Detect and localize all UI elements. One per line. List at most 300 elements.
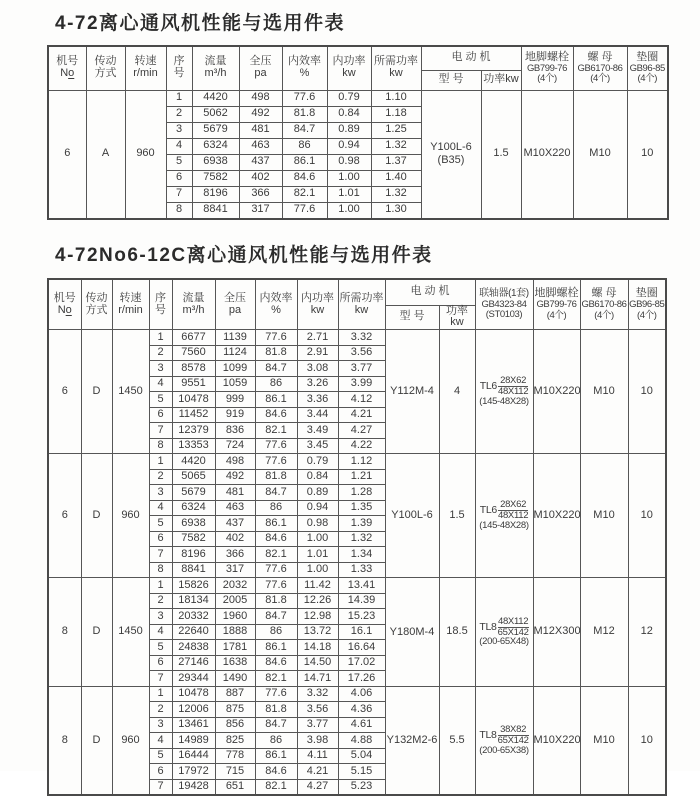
motor-power-cell: 1.5 <box>481 90 521 219</box>
required-power-cell: 5.04 <box>338 748 385 764</box>
flow-cell: 8196 <box>192 186 239 202</box>
table1-header <box>48 46 668 90</box>
seq-cell: 1 <box>166 90 192 106</box>
drive-mode-cell: D <box>81 578 112 687</box>
required-power-cell: 3.56 <box>338 345 385 361</box>
pressure-cell: 1960 <box>215 609 255 625</box>
data-row <box>48 454 666 470</box>
seq-cell: 5 <box>149 640 172 656</box>
required-power-cell: 4.61 <box>338 717 385 733</box>
required-power-cell: 17.26 <box>338 671 385 687</box>
col-header-motor-model: 型 号 <box>421 70 481 90</box>
pressure-cell: 1124 <box>215 345 255 361</box>
speed-cell: 960 <box>125 90 166 219</box>
speed-cell: 960 <box>112 454 149 578</box>
efficiency-cell: 82.1 <box>255 779 297 795</box>
flow-cell: 22640 <box>172 624 215 640</box>
washer-cell: 10 <box>628 454 666 578</box>
anchor-bolt-cell: M10X220 <box>533 454 580 578</box>
required-power-cell: 1.40 <box>371 170 421 186</box>
required-power-cell: 1.32 <box>371 138 421 154</box>
inner-power-cell: 11.42 <box>297 578 338 594</box>
nut-cell: M10 <box>580 330 628 454</box>
coupling-cell: TL8 $\frac{38X82}{65X142}$ (200-65X38) <box>475 686 533 795</box>
efficiency-cell: 84.7 <box>255 717 297 733</box>
efficiency-cell: 81.8 <box>255 593 297 609</box>
pressure-cell: 2032 <box>215 578 255 594</box>
col-header-seq: 序 号 <box>149 279 172 330</box>
efficiency-cell: 86.1 <box>255 748 297 764</box>
seq-cell: 6 <box>149 407 172 423</box>
required-power-cell: 3.77 <box>338 361 385 377</box>
flow-cell: 4420 <box>172 454 215 470</box>
pressure-cell: 1059 <box>215 376 255 392</box>
pressure-cell: 836 <box>215 423 255 439</box>
inner-power-cell: 1.01 <box>297 547 338 563</box>
seq-cell: 3 <box>149 485 172 501</box>
seq-cell: 2 <box>166 106 192 122</box>
inner-power-cell: 1.00 <box>327 170 371 186</box>
inner-power-cell: 3.49 <box>297 423 338 439</box>
required-power-cell: 1.37 <box>371 154 421 170</box>
col-header-motor-power: 功率kw <box>481 70 521 90</box>
flow-cell: 18134 <box>172 593 215 609</box>
efficiency-cell: 84.6 <box>255 655 297 671</box>
efficiency-cell: 86.1 <box>255 516 297 532</box>
pressure-cell: 825 <box>215 733 255 749</box>
flow-cell: 6938 <box>192 154 239 170</box>
required-power-cell: 1.10 <box>371 90 421 106</box>
inner-power-cell: 0.98 <box>327 154 371 170</box>
required-power-cell: 4.12 <box>338 392 385 408</box>
efficiency-cell: 77.6 <box>255 438 297 454</box>
flow-cell: 7582 <box>192 170 239 186</box>
seq-cell: 5 <box>149 392 172 408</box>
flow-cell: 13353 <box>172 438 215 454</box>
required-power-cell: 1.30 <box>371 202 421 219</box>
drive-mode-cell: D <box>81 330 112 454</box>
inner-power-cell: 0.94 <box>297 500 338 516</box>
inner-power-cell: 0.84 <box>327 106 371 122</box>
col-header-flow: 流量 m³/h <box>192 46 239 90</box>
inner-power-cell: 0.79 <box>297 454 338 470</box>
inner-power-cell: 12.98 <box>297 609 338 625</box>
efficiency-cell: 77.6 <box>255 562 297 578</box>
seq-cell: 3 <box>166 122 192 138</box>
efficiency-cell: 86 <box>255 500 297 516</box>
seq-cell: 6 <box>149 531 172 547</box>
efficiency-cell: 77.6 <box>282 90 327 106</box>
motor-model-cell: Y180M-4 <box>385 578 439 687</box>
seq-cell: 4 <box>149 624 172 640</box>
col-header-anchor-bolt: 地脚螺栓 GB799-76 (4个) <box>521 46 573 90</box>
efficiency-cell: 86 <box>255 733 297 749</box>
efficiency-cell: 77.6 <box>255 578 297 594</box>
flow-cell: 8578 <box>172 361 215 377</box>
pressure-cell: 778 <box>215 748 255 764</box>
efficiency-cell: 84.6 <box>282 170 327 186</box>
motor-model-cell: Y132M2-6 <box>385 686 439 795</box>
flow-cell: 5679 <box>172 485 215 501</box>
document-title-1: 4-72离心通风机性能与选用件表 <box>55 13 346 34</box>
nut-cell: M10 <box>580 454 628 578</box>
pressure-cell: 875 <box>215 702 255 718</box>
required-power-cell: 1.34 <box>338 547 385 563</box>
pressure-cell: 402 <box>215 531 255 547</box>
flow-cell: 29344 <box>172 671 215 687</box>
pressure-cell: 492 <box>239 106 282 122</box>
pressure-cell: 437 <box>215 516 255 532</box>
pressure-cell: 1099 <box>215 361 255 377</box>
inner-power-cell: 1.00 <box>297 531 338 547</box>
seq-cell: 1 <box>149 578 172 594</box>
flow-cell: 11452 <box>172 407 215 423</box>
data-row <box>48 686 666 702</box>
pressure-cell: 1888 <box>215 624 255 640</box>
inner-power-cell: 14.71 <box>297 671 338 687</box>
pressure-cell: 724 <box>215 438 255 454</box>
required-power-cell: 5.23 <box>338 779 385 795</box>
flow-cell: 10478 <box>172 392 215 408</box>
coupling-cell: TL8 $\frac{48X112}{65X142}$ (200-65X48) <box>475 578 533 687</box>
col-header-seq: 序 号 <box>166 46 192 90</box>
data-row <box>48 90 668 106</box>
efficiency-cell: 81.8 <box>255 702 297 718</box>
efficiency-cell: 86.1 <box>255 392 297 408</box>
pressure-cell: 492 <box>215 469 255 485</box>
efficiency-cell: 84.7 <box>255 361 297 377</box>
efficiency-cell: 82.1 <box>255 671 297 687</box>
coupling-cell: TL6 $\frac{28X62}{48X112}$ (145-48X28) <box>475 330 533 454</box>
pressure-cell: 402 <box>239 170 282 186</box>
inner-power-cell: 1.00 <box>297 562 338 578</box>
seq-cell: 8 <box>149 562 172 578</box>
efficiency-cell: 86 <box>282 138 327 154</box>
nut-cell: M10 <box>573 90 627 219</box>
required-power-cell: 1.32 <box>371 186 421 202</box>
col-header-required-power: 所需功率 kw <box>371 46 421 90</box>
efficiency-cell: 81.8 <box>255 345 297 361</box>
inner-power-cell: 3.36 <box>297 392 338 408</box>
performance-table-1 <box>47 45 669 220</box>
drive-mode-cell: D <box>81 686 112 795</box>
col-header-drive-mode: 传动 方式 <box>81 279 112 330</box>
efficiency-cell: 84.7 <box>282 122 327 138</box>
seq-cell: 1 <box>149 454 172 470</box>
flow-cell: 5062 <box>192 106 239 122</box>
required-power-cell: 5.15 <box>338 764 385 780</box>
washer-cell: 10 <box>628 330 666 454</box>
inner-power-cell: 0.98 <box>297 516 338 532</box>
seq-cell: 7 <box>149 779 172 795</box>
seq-cell: 3 <box>149 609 172 625</box>
inner-power-cell: 4.27 <box>297 779 338 795</box>
pressure-cell: 1139 <box>215 330 255 346</box>
required-power-cell: 1.25 <box>371 122 421 138</box>
flow-cell: 5679 <box>192 122 239 138</box>
inner-power-cell: 4.21 <box>297 764 338 780</box>
col-header-coupling: 联轴器(1套) GB4323-84 (ST0103) <box>475 279 533 330</box>
pressure-cell: 481 <box>215 485 255 501</box>
flow-cell: 16444 <box>172 748 215 764</box>
seq-cell: 4 <box>149 376 172 392</box>
required-power-cell: 3.32 <box>338 330 385 346</box>
col-header-motor-model: 型 号 <box>385 305 439 330</box>
flow-cell: 19428 <box>172 779 215 795</box>
col-header-efficiency: 内效率 % <box>282 46 327 90</box>
inner-power-cell: 1.00 <box>327 202 371 219</box>
efficiency-cell: 77.6 <box>282 202 327 219</box>
efficiency-cell: 86 <box>255 624 297 640</box>
seq-cell: 1 <box>149 330 172 346</box>
seq-cell: 2 <box>149 345 172 361</box>
required-power-cell: 1.28 <box>338 485 385 501</box>
efficiency-cell: 77.6 <box>255 454 297 470</box>
seq-cell: 6 <box>149 655 172 671</box>
nut-cell: M10 <box>580 686 628 795</box>
pressure-cell: 437 <box>239 154 282 170</box>
pressure-cell: 715 <box>215 764 255 780</box>
flow-cell: 7560 <box>172 345 215 361</box>
col-header-speed: 转速 r/min <box>125 46 166 90</box>
washer-cell: 12 <box>628 578 666 687</box>
inner-power-cell: 0.84 <box>297 469 338 485</box>
pressure-cell: 498 <box>239 90 282 106</box>
required-power-cell: 4.36 <box>338 702 385 718</box>
seq-cell: 6 <box>149 764 172 780</box>
seq-cell: 7 <box>149 671 172 687</box>
pressure-cell: 1781 <box>215 640 255 656</box>
pressure-cell: 856 <box>215 717 255 733</box>
motor-power-cell: 18.5 <box>439 578 475 687</box>
pressure-cell: 463 <box>215 500 255 516</box>
efficiency-cell: 84.6 <box>255 764 297 780</box>
machine-no-cell: 8 <box>48 578 81 687</box>
inner-power-cell: 3.32 <box>297 686 338 702</box>
efficiency-cell: 84.7 <box>255 609 297 625</box>
drive-mode-cell: D <box>81 454 112 578</box>
required-power-cell: 1.21 <box>338 469 385 485</box>
seq-cell: 1 <box>149 686 172 702</box>
data-row <box>48 330 666 346</box>
drive-mode-cell: A <box>86 90 125 219</box>
required-power-cell: 4.88 <box>338 733 385 749</box>
pressure-cell: 919 <box>215 407 255 423</box>
flow-cell: 6324 <box>172 500 215 516</box>
table1-body <box>48 90 668 219</box>
required-power-cell: 1.18 <box>371 106 421 122</box>
pressure-cell: 366 <box>239 186 282 202</box>
col-header-anchor-bolt: 地脚螺栓 GB799-76 (4个) <box>533 279 580 330</box>
inner-power-cell: 14.50 <box>297 655 338 671</box>
motor-power-cell: 5.5 <box>439 686 475 795</box>
motor-power-cell: 1.5 <box>439 454 475 578</box>
pressure-cell: 1490 <box>215 671 255 687</box>
inner-power-cell: 2.71 <box>297 330 338 346</box>
seq-cell: 3 <box>149 361 172 377</box>
seq-cell: 3 <box>149 717 172 733</box>
efficiency-cell: 82.1 <box>282 186 327 202</box>
pressure-cell: 651 <box>215 779 255 795</box>
motor-model-cell: Y100L-6 <box>385 454 439 578</box>
inner-power-cell: 0.89 <box>327 122 371 138</box>
inner-power-cell: 3.44 <box>297 407 338 423</box>
inner-power-cell: 0.94 <box>327 138 371 154</box>
speed-cell: 960 <box>112 686 149 795</box>
inner-power-cell: 4.11 <box>297 748 338 764</box>
flow-cell: 15826 <box>172 578 215 594</box>
inner-power-cell: 14.18 <box>297 640 338 656</box>
inner-power-cell: 2.91 <box>297 345 338 361</box>
flow-cell: 27146 <box>172 655 215 671</box>
seq-cell: 4 <box>149 733 172 749</box>
machine-no-cell: 6 <box>48 330 81 454</box>
coupling-cell: TL6 $\frac{28X62}{48X112}$ (145-48X28) <box>475 454 533 578</box>
pressure-cell: 1638 <box>215 655 255 671</box>
washer-cell: 10 <box>627 90 668 219</box>
seq-cell: 7 <box>149 547 172 563</box>
required-power-cell: 4.06 <box>338 686 385 702</box>
flow-cell: 20332 <box>172 609 215 625</box>
seq-cell: 8 <box>149 438 172 454</box>
required-power-cell: 3.99 <box>338 376 385 392</box>
efficiency-cell: 84.6 <box>255 531 297 547</box>
inner-power-cell: 3.45 <box>297 438 338 454</box>
seq-cell: 6 <box>166 170 192 186</box>
speed-cell: 1450 <box>112 330 149 454</box>
col-header-motor: 电 动 机 <box>421 46 521 70</box>
col-header-nut: 螺 母 GB6170-86 (4个) <box>573 46 627 90</box>
col-header-machine-no: 机号 No <box>48 46 86 90</box>
required-power-cell: 16.64 <box>338 640 385 656</box>
seq-cell: 7 <box>166 186 192 202</box>
efficiency-cell: 84.7 <box>255 485 297 501</box>
pressure-cell: 366 <box>215 547 255 563</box>
flow-cell: 6938 <box>172 516 215 532</box>
seq-cell: 2 <box>149 593 172 609</box>
efficiency-cell: 81.8 <box>282 106 327 122</box>
inner-power-cell: 12.26 <box>297 593 338 609</box>
table2-header <box>48 279 666 330</box>
flow-cell: 4420 <box>192 90 239 106</box>
flow-cell: 7582 <box>172 531 215 547</box>
col-header-required-power: 所需功率 kw <box>338 279 385 330</box>
machine-no-cell: 8 <box>48 686 81 795</box>
required-power-cell: 1.39 <box>338 516 385 532</box>
required-power-cell: 17.02 <box>338 655 385 671</box>
flow-cell: 8841 <box>172 562 215 578</box>
nut-cell: M12 <box>580 578 628 687</box>
anchor-bolt-cell: M12X300 <box>533 578 580 687</box>
flow-cell: 14989 <box>172 733 215 749</box>
col-header-machine-no: 机号 No <box>48 279 81 330</box>
motor-model-cell: Y112M-4 <box>385 330 439 454</box>
flow-cell: 9551 <box>172 376 215 392</box>
washer-cell: 10 <box>628 686 666 795</box>
pressure-cell: 317 <box>239 202 282 219</box>
col-header-inner-power: 内功率 kw <box>327 46 371 90</box>
machine-no-cell: 6 <box>48 90 86 219</box>
seq-cell: 4 <box>166 138 192 154</box>
efficiency-cell: 82.1 <box>255 547 297 563</box>
col-header-washer: 垫圈 GB96-85 (4个) <box>628 279 666 330</box>
required-power-cell: 14.39 <box>338 593 385 609</box>
flow-cell: 8196 <box>172 547 215 563</box>
flow-cell: 6677 <box>172 330 215 346</box>
inner-power-cell: 3.26 <box>297 376 338 392</box>
table2-body <box>48 330 666 796</box>
col-header-pressure: 全压 pa <box>215 279 255 330</box>
performance-table-2 <box>47 278 667 796</box>
speed-cell: 1450 <box>112 578 149 687</box>
efficiency-cell: 82.1 <box>255 423 297 439</box>
required-power-cell: 4.27 <box>338 423 385 439</box>
required-power-cell: 1.33 <box>338 562 385 578</box>
required-power-cell: 1.35 <box>338 500 385 516</box>
seq-cell: 5 <box>166 154 192 170</box>
inner-power-cell: 13.72 <box>297 624 338 640</box>
seq-cell: 8 <box>166 202 192 219</box>
flow-cell: 12006 <box>172 702 215 718</box>
col-header-drive-mode: 传动 方式 <box>86 46 125 90</box>
efficiency-cell: 84.6 <box>255 407 297 423</box>
inner-power-cell: 3.08 <box>297 361 338 377</box>
flow-cell: 13461 <box>172 717 215 733</box>
flow-cell: 8841 <box>192 202 239 219</box>
inner-power-cell: 0.89 <box>297 485 338 501</box>
pressure-cell: 317 <box>215 562 255 578</box>
pressure-cell: 2005 <box>215 593 255 609</box>
anchor-bolt-cell: M10X220 <box>533 686 580 795</box>
efficiency-cell: 86.1 <box>255 640 297 656</box>
pressure-cell: 463 <box>239 138 282 154</box>
col-header-motor-power: 功率kw <box>439 305 475 330</box>
efficiency-cell: 77.6 <box>255 330 297 346</box>
anchor-bolt-cell: M10X220 <box>521 90 573 219</box>
seq-cell: 5 <box>149 516 172 532</box>
efficiency-cell: 81.8 <box>255 469 297 485</box>
seq-cell: 2 <box>149 469 172 485</box>
col-header-flow: 流量 m³/h <box>172 279 215 330</box>
seq-cell: 4 <box>149 500 172 516</box>
col-header-speed: 转速 r/min <box>112 279 149 330</box>
seq-cell: 2 <box>149 702 172 718</box>
required-power-cell: 15.23 <box>338 609 385 625</box>
efficiency-cell: 77.6 <box>255 686 297 702</box>
flow-cell: 10478 <box>172 686 215 702</box>
required-power-cell: 16.1 <box>338 624 385 640</box>
required-power-cell: 4.21 <box>338 407 385 423</box>
col-header-nut: 螺 母 GB6170-86 (4个) <box>580 279 628 330</box>
data-row <box>48 578 666 594</box>
required-power-cell: 1.12 <box>338 454 385 470</box>
document-title-2: 4-72No6-12C离心通风机性能与选用件表 <box>55 245 433 266</box>
pressure-cell: 498 <box>215 454 255 470</box>
machine-no-cell: 6 <box>48 454 81 578</box>
pressure-cell: 481 <box>239 122 282 138</box>
col-header-pressure: 全压 pa <box>239 46 282 90</box>
flow-cell: 12379 <box>172 423 215 439</box>
anchor-bolt-cell: M10X220 <box>533 330 580 454</box>
motor-model-cell: Y100L-6 (B35) <box>421 90 481 219</box>
pressure-cell: 887 <box>215 686 255 702</box>
required-power-cell: 1.32 <box>338 531 385 547</box>
inner-power-cell: 0.79 <box>327 90 371 106</box>
inner-power-cell: 3.98 <box>297 733 338 749</box>
required-power-cell: 4.22 <box>338 438 385 454</box>
flow-cell: 5065 <box>172 469 215 485</box>
seq-cell: 5 <box>149 748 172 764</box>
